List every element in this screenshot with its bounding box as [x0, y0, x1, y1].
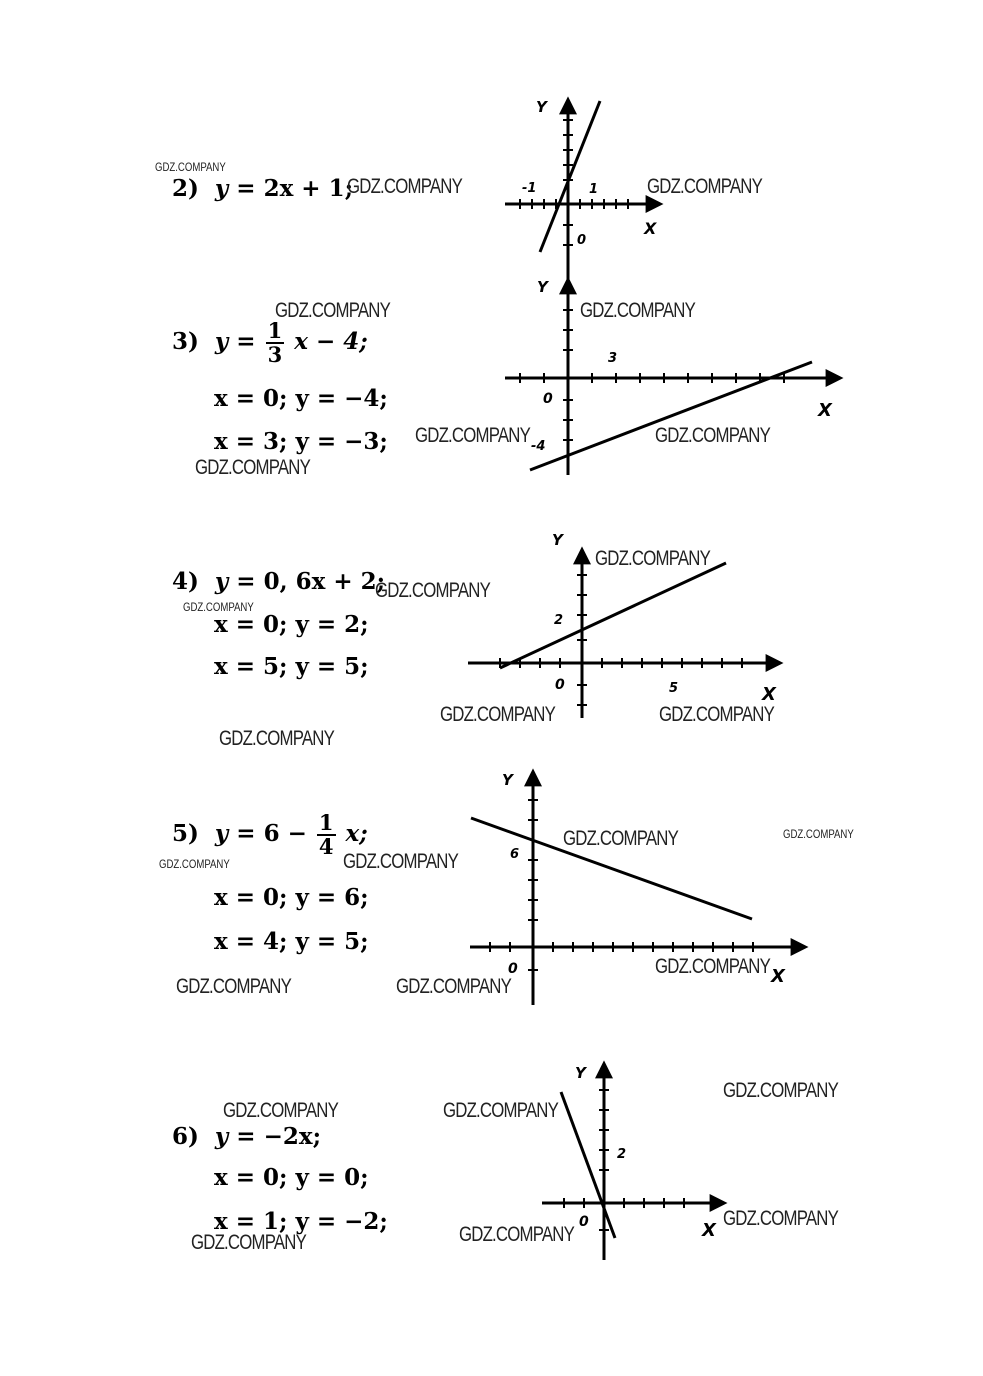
graph-1-x-label: X	[644, 219, 657, 238]
graph-2-ticks	[520, 310, 784, 440]
item-2-equation: 2) y = 2x + 1;	[172, 175, 354, 202]
graph-3-origin: 0	[555, 677, 565, 693]
watermark: GDZ.COMPANY	[723, 1207, 839, 1230]
watermark: GDZ.COMPANY	[223, 1099, 339, 1122]
item-3-equation: 3) y = $\frac{1}{3}$ x − 4;	[172, 318, 368, 368]
graph-1-y-label: Y	[536, 98, 547, 116]
item-3-row-1: x = 0; y = −4;	[214, 385, 388, 412]
graph-2-x-label: X	[818, 400, 832, 421]
watermark: GDZ.COMPANY	[443, 1099, 559, 1122]
graph-2-label-b: -4	[531, 439, 546, 454]
item-4-row-2: x = 5; y = 5;	[214, 653, 369, 680]
watermark: GDZ.COMPANY	[723, 1079, 839, 1102]
graph-4-y-label: Y	[502, 771, 513, 789]
watermark: GDZ.COMPANY	[219, 727, 335, 750]
graph-3-ticks	[500, 575, 742, 705]
watermark: GDZ.COMPANY	[195, 456, 311, 479]
graph-3-y-label: Y	[552, 531, 563, 549]
watermark: GDZ.COMPANY	[155, 160, 226, 174]
fraction-one-third: $\frac{1}{3}$	[267, 318, 283, 368]
item-5-equation: 5) y = 6 − $\frac{1}{4}$ x;	[172, 810, 368, 860]
watermark: GDZ.COMPANY	[191, 1231, 307, 1254]
graph-1-label-a: -1	[522, 181, 537, 196]
item-4-equation: 4) y = 0, 6x + 2;	[172, 568, 386, 595]
watermark: GDZ.COMPANY	[655, 424, 771, 447]
graph-4-x-label: X	[771, 966, 785, 987]
graph-1-origin: 0	[577, 233, 587, 248]
graph-5-label-a: 2	[617, 1147, 627, 1162]
watermark: GDZ.COMPANY	[655, 955, 771, 978]
watermark: GDZ.COMPANY	[275, 299, 391, 322]
item-4-row-1: x = 0; y = 2;	[214, 611, 369, 638]
watermark: GDZ.COMPANY	[459, 1223, 575, 1246]
watermark: GDZ.COMPANY	[159, 857, 230, 871]
graph-1-label-b: 1	[589, 182, 599, 197]
item-3-row-2: x = 3; y = −3;	[214, 428, 388, 455]
item-5-row-1: x = 0; y = 6;	[214, 884, 369, 911]
watermark: GDZ.COMPANY	[415, 424, 531, 447]
watermark: GDZ.COMPANY	[183, 600, 254, 614]
graph-4-origin: 0	[508, 961, 518, 977]
graph-5-origin: 0	[579, 1214, 589, 1230]
graph-2-y-label: Y	[537, 278, 548, 296]
graph-5-x-label: X	[702, 1220, 716, 1241]
graph-4-label-a: 6	[510, 847, 520, 862]
watermark: GDZ.COMPANY	[595, 547, 711, 570]
graph-3-x-label: X	[762, 684, 776, 705]
graph-2-label-a: 3	[608, 351, 618, 366]
fraction-one-quarter: $\frac{1}{4}$	[318, 810, 334, 860]
watermark: GDZ.COMPANY	[176, 975, 292, 998]
item-5-row-2: x = 4; y = 5;	[214, 928, 369, 955]
watermark: GDZ.COMPANY	[647, 175, 763, 198]
graph-3-label-a: 2	[554, 613, 564, 628]
watermark: GDZ.COMPANY	[659, 703, 775, 726]
watermark: GDZ.COMPANY	[440, 703, 556, 726]
item-6-row-2: x = 1; y = −2;	[214, 1208, 388, 1235]
graph-1-line	[540, 101, 600, 252]
graph-5-y-label: Y	[575, 1064, 586, 1082]
watermark: GDZ.COMPANY	[343, 850, 459, 873]
watermark: GDZ.COMPANY	[783, 827, 854, 841]
graph-2-origin: 0	[543, 391, 553, 407]
watermark: GDZ.COMPANY	[375, 579, 491, 602]
item-6-equation: 6) y = −2x;	[172, 1123, 322, 1150]
item-6-row-1: x = 0; y = 0;	[214, 1164, 369, 1191]
graph-3-label-b: 5	[669, 681, 679, 696]
watermark: GDZ.COMPANY	[563, 827, 679, 850]
graph-3	[468, 550, 780, 718]
watermark: GDZ.COMPANY	[347, 175, 463, 198]
watermark: GDZ.COMPANY	[396, 975, 512, 998]
graph-4-ticks	[490, 800, 753, 970]
watermark: GDZ.COMPANY	[580, 299, 696, 322]
graph-3-line	[500, 563, 726, 668]
